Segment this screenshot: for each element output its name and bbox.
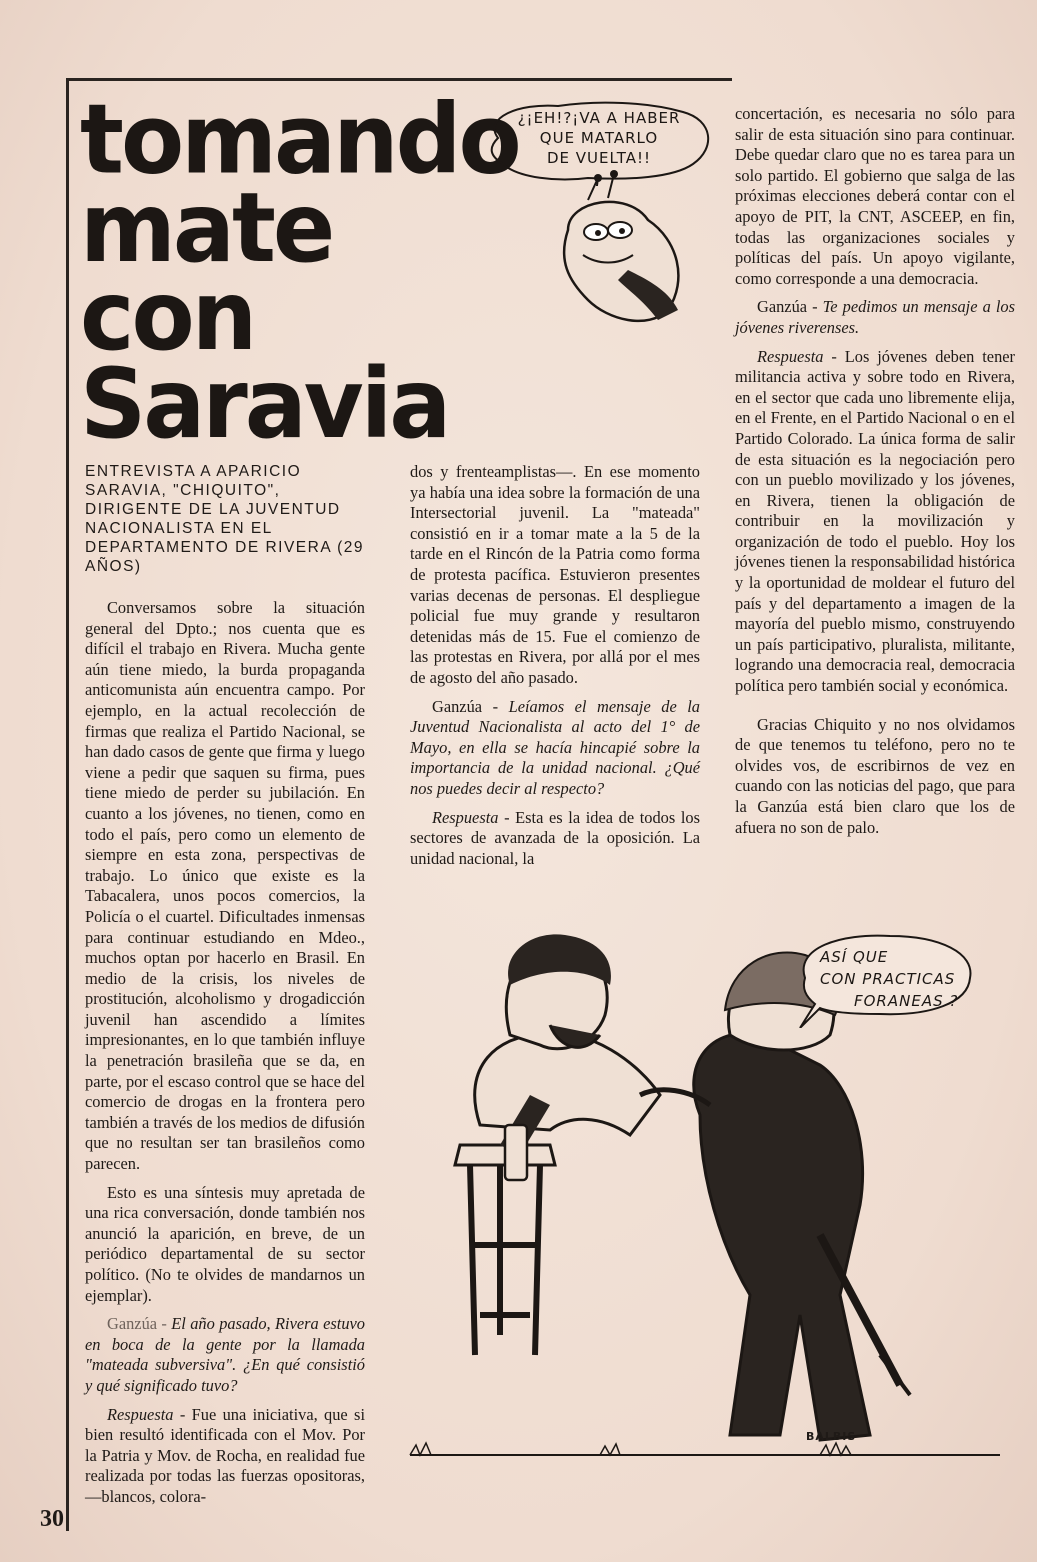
answer-text: Fue una iniciativa, que si bien resultó identificada con el Mov. Por la Patria y Mov. de Rocha, en realidad fue realizada por todas las fuerzas opositoras, —blancos, colora- bbox=[85, 1404, 365, 1506]
column-1 bbox=[85, 462, 365, 1516]
answer-label: Respuesta - bbox=[107, 1404, 192, 1424]
interviewer-label: Ganzúa - bbox=[107, 1314, 172, 1334]
col1-paragraph-1: Conversamos sobre la situación general del Dpto.; nos cuenta que es difícil el trabajo en Rivera. Mucha gente aún tiene miedo, la burda propaganda anticomunista aún encuentra campo. Por ejemplo, en la actual recolección de firmas que realiza el Partido Nacional, se han dado casos de gente que firma y luego viene a pedir que saquen su firma, pues tiene miedo de perder su jubilación. En cuanto a los jóvenes, no tienen, como en todo el país, pero como un elemento de siempre en esta zona, perspectivas de trabajo. Lo único que existe es la Tabacalera, unos pocos comercios, la Policía o el cuartel. Dificultades inmensas para continuar estudiando en Mdeo., muchos optan por hacerlo en Brasil. En medio de la crisis, los niveles de prostitución, alcoholismo y drogadicción juvenil han ascendido a límites impresionantes, en lo que también influye la penetración brasileña que se da, en parte, por el escaso control que se hace del comercio de drogas en la frontera pero también a través de los medios de difusión que no resultan ser tan brasileños como parecen. bbox=[85, 598, 365, 1174]
col2-question-2 bbox=[410, 697, 700, 800]
answer-label: Respuesta - bbox=[432, 807, 516, 827]
col3-answer-3 bbox=[735, 347, 1015, 697]
column-2 bbox=[410, 462, 700, 877]
bubble-line-1: ASÍ QUE bbox=[820, 948, 889, 966]
bubble-line-2: CON PRACTICAS bbox=[820, 970, 956, 988]
speech-bubble-text bbox=[504, 108, 694, 168]
interviewer-label: Ganzúa - bbox=[757, 297, 823, 317]
answer-text: Esta es la idea de todos los sectores de avanzada de la oposición. La unidad nacional, la bbox=[410, 807, 700, 868]
col1-question-1 bbox=[85, 1314, 365, 1396]
question-text: Leíamos el mensaje de la Juventud Nacionalista al acto del 1° de Mayo, en ella se hacía hincapié sobre la importancia de la unidad nacional. ¿Qué nos puedes decir al respecto? bbox=[410, 696, 700, 798]
creature-illustration bbox=[548, 170, 698, 330]
headline-line-1: tomando bbox=[80, 83, 519, 196]
speech-bubble-cartoon bbox=[790, 928, 980, 1028]
col2-answer-2 bbox=[410, 808, 700, 870]
headline-line-2: mate bbox=[80, 171, 333, 284]
question-text: El año pasado, Rivera estuvo en boca de la gente por la llamada "mateada subversiva". ¿En qué consistió y qué significado tuvo? bbox=[85, 1314, 365, 1395]
interviewer-label: Ganzúa - bbox=[432, 696, 509, 716]
col1-paragraph-2: Esto es una síntesis muy apretada de una rica conversación, donde también nos anunció la aparición, en breve, de un periódico departamental de su sector político. (No te olvides de mandarnos un ejemplar). bbox=[85, 1182, 365, 1305]
col3-question-3 bbox=[735, 297, 1015, 338]
bubble-line-1: ¿¡EH!?¡VA A HABER bbox=[517, 109, 681, 127]
answer-label: Respuesta - bbox=[757, 346, 845, 366]
col3-closing: Gracias Chiquito y no nos olvidamos de que tenemos tu teléfono, pero no te olvides vos, de escribirnos de vez en cuando con las noticias del pago, que para la Ganzúa está bien claro que los de afuera no son de palo. bbox=[735, 714, 1015, 837]
answer-text: Los jóvenes deben tener militancia activa y sobre todo en Rivera, en el sector que cada uno libremente elija, en el Frente, en el Partido Nacional o en el Partido Colorado. La única forma de salir de esta situación es la negociación pero con un pueblo movilizado y los jóvenes, en Rivera, tienen la obligación de contribuir en la movilización y organización de todo el pueblo. Hoy los jóvenes tienen la responsabilidad histórica y la oportunidad de moldear el futuro del país y del departamento a imagen de la mayoría del pueblo mismo, construyendo un país participativo, pluralista, militante, logrando una democracia real, democracia política pero también social y económica. bbox=[735, 346, 1015, 696]
bubble-line-2: QUE MATARLO bbox=[539, 129, 659, 147]
question-text: Te pedimos un mensaje a los jóvenes riverenses. bbox=[735, 297, 1015, 337]
bubble-line-3: DE VUELTA!! bbox=[546, 149, 652, 167]
column-3 bbox=[735, 104, 1015, 846]
artist-signature: BALBIS bbox=[806, 1430, 857, 1443]
col2-paragraph-1: dos y frenteamplistas—. En ese momento ya había una idea sobre la formación de una Intersectorial juvenil. La "mateada" consistió en ir a tomar mate a la 5 de la tarde en el Rincón de la Patria como forma de protesta pacífica. Estuvieron presentes varias decenas de personas. El despliegue policial fue muy grande y resultaron detenidas más de 15. Fue el comienzo de las protestas en Rivera, por allá por el mes de agosto del año pasado. bbox=[410, 462, 700, 687]
speech-bubble-text bbox=[820, 946, 970, 1012]
bubble-line-3: FORANEAS ? bbox=[854, 992, 959, 1010]
headline-line-3: con Saravia bbox=[80, 259, 449, 461]
col1-answer-1 bbox=[85, 1405, 365, 1508]
page-number: 30 bbox=[40, 1506, 64, 1532]
kicker: ENTREVISTA A APARICIO SARAVIA, "CHIQUITO", DIRIGENTE DE LA JUVENTUD NACIONALISTA EN EL DEPARTAMENTO DE RIVERA (29 AÑOS) bbox=[85, 463, 365, 575]
col3-paragraph-1: concertación, es necesaria no sólo para salir de esta situación sino para continuar. Debe quedar claro que no es tarea para un solo partido. El gobierno que salga de las próximas elecciones deberá contar con el apoyo de PIT, la CNT, ASCEEP, en fin, todas las organizaciones sociales y políticas del país. Un apoyo vigilante, como corresponde a una democracia. bbox=[735, 104, 1015, 288]
